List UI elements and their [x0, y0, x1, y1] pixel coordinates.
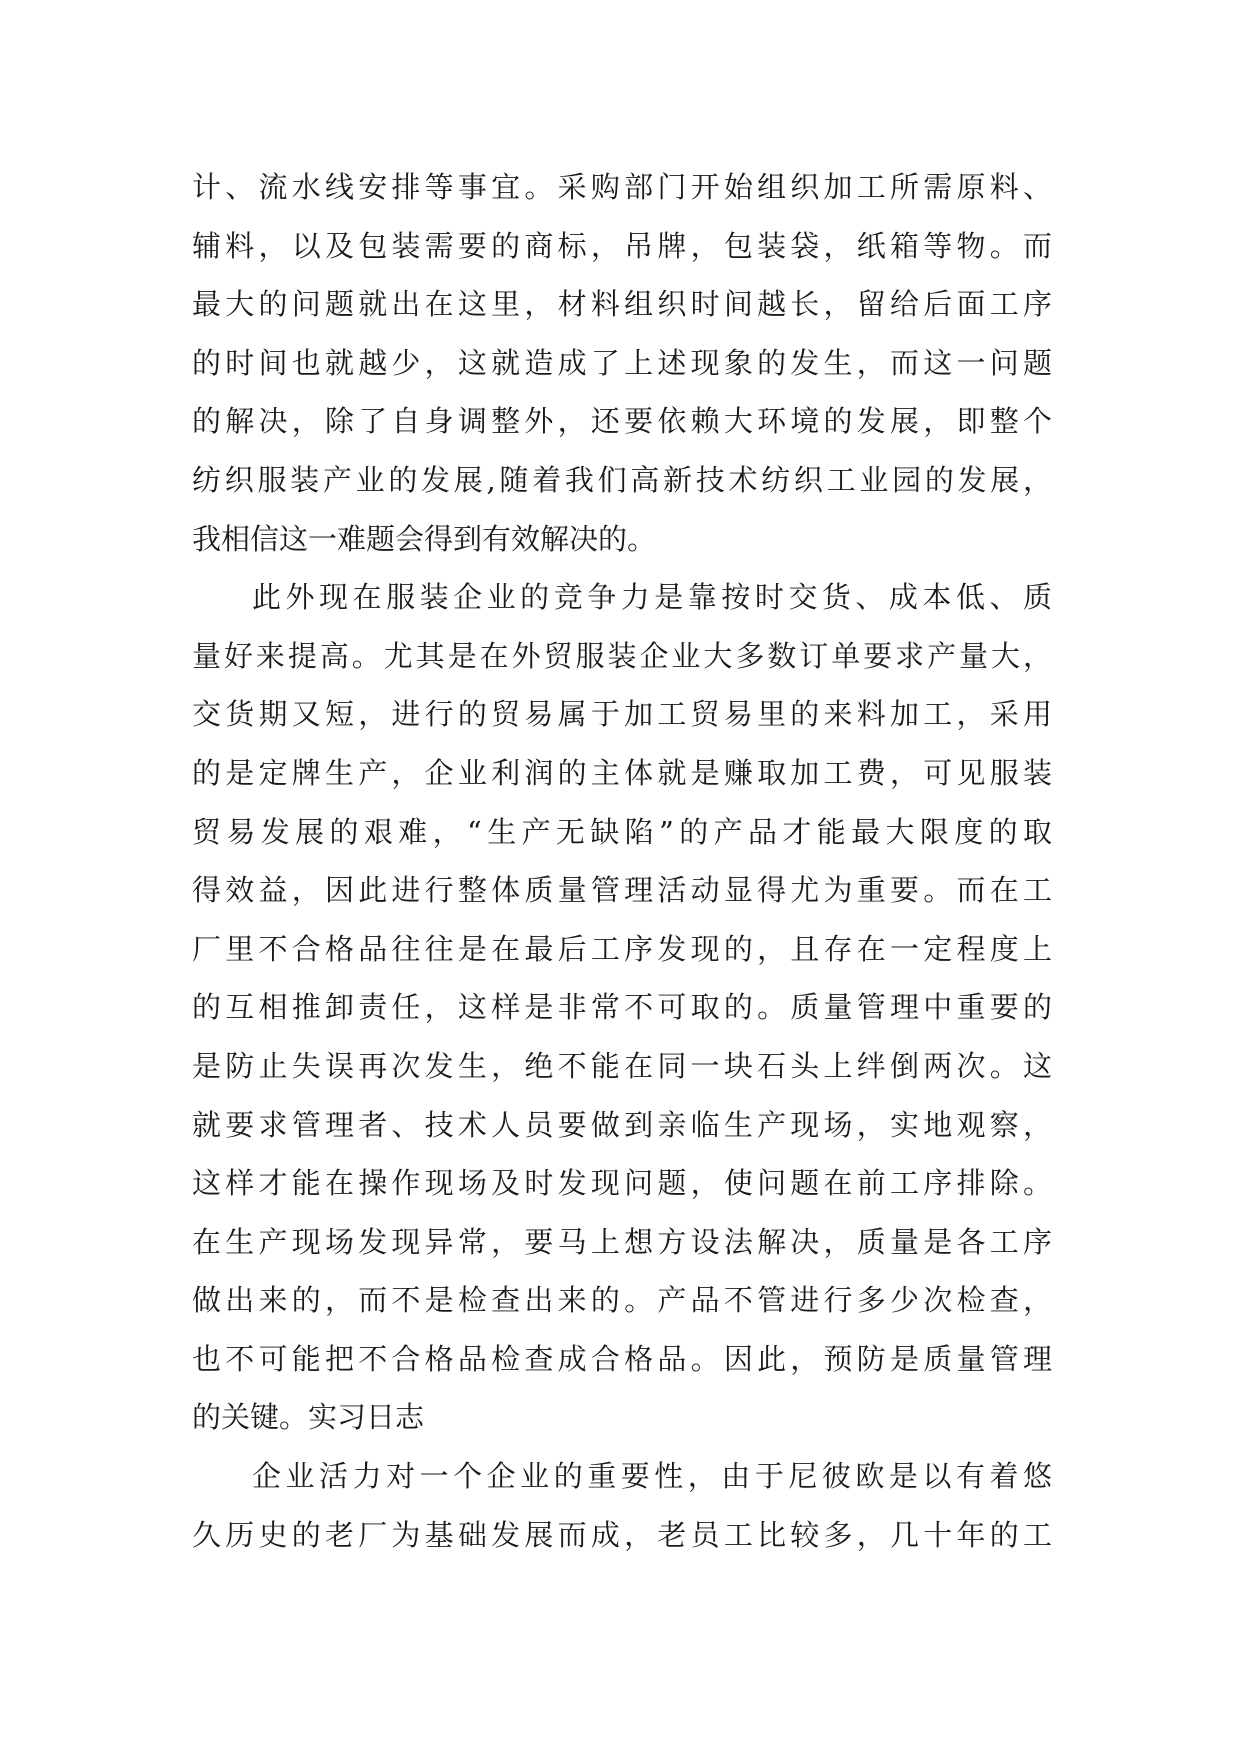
text-line: 最大的问题就出在这里，材料组织时间越长，留给后面工序	[192, 287, 1052, 322]
text-line: 在生产现场发现异常，要马上想方设法解决，质量是各工序	[192, 1224, 1052, 1259]
text-line: 我相信这一难题会得到有效解决的。	[192, 521, 657, 556]
text-line: 的是定牌生产，企业利润的主体就是赚取加工费，可见服装	[192, 755, 1052, 790]
text-line: 也不可能把不合格品检查成合格品。因此，预防是质量管理	[192, 1341, 1052, 1376]
text-line: 就要求管理者、技术人员要做到亲临生产现场，实地观察，	[192, 1107, 1052, 1142]
text-line: 纺织服装产业的发展,随着我们高新技术纺织工业园的发展，	[192, 462, 1052, 497]
text-line: 久历史的老厂为基础发展而成，老员工比较多，几十年的工	[192, 1517, 1052, 1552]
text-line: 做出来的，而不是检查出来的。产品不管进行多少次检查，	[192, 1283, 1052, 1318]
text-line: 这样才能在操作现场及时发现问题，使问题在前工序排除。	[192, 1166, 1052, 1201]
document-body	[192, 158, 1052, 1564]
text-line: 计、流水线安排等事宜。采购部门开始组织加工所需原料、	[192, 170, 1052, 204]
text-line: 交货期又短，进行的贸易属于加工贸易里的来料加工，采用	[192, 697, 1052, 732]
text-line: 企业活力对一个企业的重要性，由于尼彼欧是以有着悠	[252, 1459, 1052, 1494]
text-line: 得效益，因此进行整体质量管理活动显得尤为重要。而在工	[192, 873, 1052, 908]
text-line: 厂里不合格品往往是在最后工序发现的，且存在一定程度上	[192, 931, 1052, 966]
text-line: 贸易发展的艰难，“生产无缺陷”的产品才能最大限度的取	[192, 814, 1052, 849]
paragraph-2	[192, 568, 1052, 1447]
text-line: 此外现在服装企业的竞争力是靠按时交货、成本低、质	[252, 580, 1052, 615]
text-line: 的互相推卸责任，这样是非常不可取的。质量管理中重要的	[192, 990, 1052, 1025]
text-line: 的解决，除了自身调整外，还要依赖大环境的发展，即整个	[192, 404, 1052, 439]
text-line: 的关键。实习日志	[192, 1400, 425, 1435]
text-line: 辅料，以及包装需要的商标，吊牌，包装袋，纸箱等物。而	[192, 228, 1052, 263]
paragraph-3	[192, 1447, 1052, 1564]
paragraph-1	[192, 158, 1052, 568]
text-line: 量好来提高。尤其是在外贸服装企业大多数订单要求产量大，	[192, 638, 1052, 673]
text-line: 的时间也就越少，这就造成了上述现象的发生，而这一问题	[192, 345, 1052, 380]
text-line: 是防止失误再次发生，绝不能在同一块石头上绊倒两次。这	[192, 1048, 1052, 1083]
